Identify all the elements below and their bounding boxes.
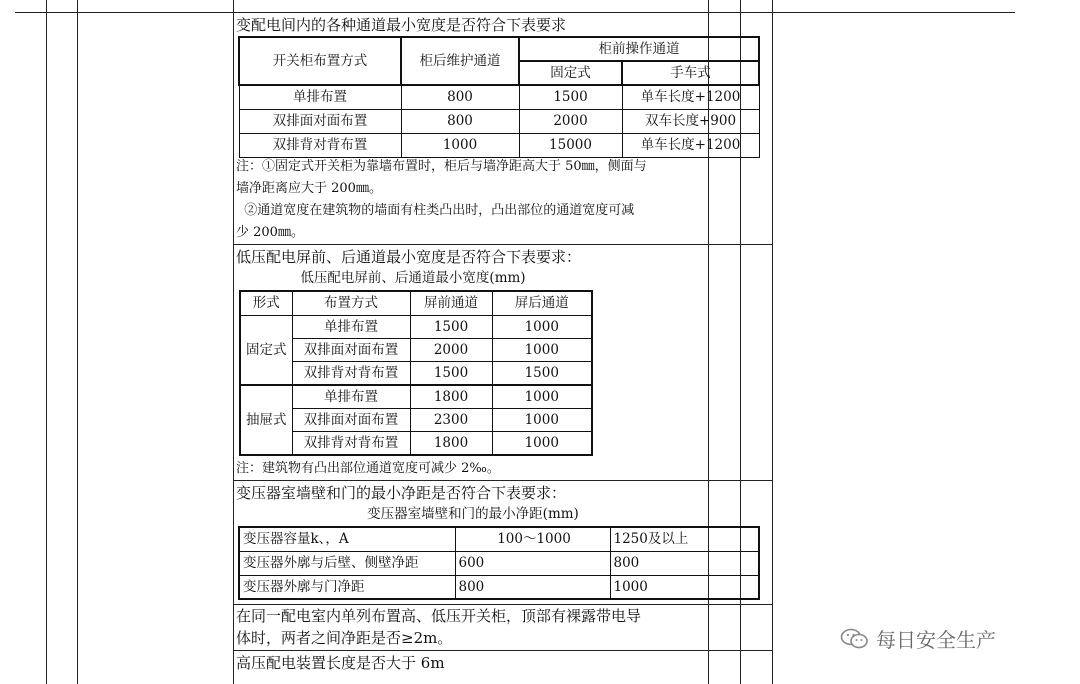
header-rear: 柜后维护通道 [401, 37, 519, 85]
fixed-row3-front: 1500 [410, 361, 492, 385]
header-form: 形式 [240, 291, 292, 315]
row3-fixed: 15000 [519, 133, 622, 157]
section5-text: 高压配电装置长度是否大于 6m [236, 654, 445, 672]
note-line-2: 墙净距离应大于 200㎜。 [236, 181, 382, 196]
section3-caption: 变压器室墙壁和门的最小净距(mm) [367, 506, 579, 522]
row-divider-1 [233, 244, 772, 245]
section4-line1: 在同一配电室内单列布置高、低压开关柜，顶部有裸露带电导 [236, 607, 642, 625]
row-divider-4 [233, 650, 772, 651]
drawer-row3-layout: 双排背对背布置 [292, 432, 410, 456]
section2-caption: 低压配电屏前、后通道最小宽度(mm) [300, 270, 526, 286]
section2-note: 注：建筑物有凸出部位通道宽度可减少 2‰。 [236, 461, 500, 476]
group-drawer: 抽屉式 [240, 385, 292, 456]
watermark [840, 624, 996, 653]
fixed-row2-rear: 1000 [492, 338, 592, 361]
section2-table [239, 290, 593, 456]
section2-question: 低压配电屏前、后通道最小宽度是否符合下表要求： [236, 248, 582, 266]
header-front: 柜前操作通道 [519, 37, 759, 61]
drawer-row2-rear: 1000 [492, 409, 592, 432]
row2-fixed: 2000 [519, 109, 622, 133]
note-line-3: ②通道宽度在建筑物的墙面有柱类凸出时，凸出部位的通道宽度可减 [236, 203, 635, 218]
row3-cart: 单车长度+1200 [622, 133, 759, 157]
row3-layout: 双排背对背布置 [239, 133, 401, 157]
header-cart: 手车式 [622, 61, 759, 85]
row2-layout: 双排面对面布置 [239, 109, 401, 133]
fixed-row2-front: 2000 [410, 338, 492, 361]
header-fixed: 固定式 [519, 61, 622, 85]
section3-table [238, 526, 760, 600]
section3-question: 变压器室墙壁和门的最小净距是否符合下表要求： [236, 484, 567, 502]
row1-layout: 单排布置 [239, 85, 401, 109]
drawer-row1-rear: 1000 [492, 385, 592, 409]
row3-rear: 1000 [401, 133, 519, 157]
fixed-row3-layout: 双排背对背布置 [292, 361, 410, 385]
drawer-row3-rear: 1000 [492, 432, 592, 456]
row2-cart: 双车长度+900 [622, 109, 759, 133]
door-c2: 1000 [610, 575, 759, 599]
section3-table-clip [238, 526, 708, 600]
note-line-4: 少 200㎜。 [236, 225, 304, 240]
section1-table-clip [238, 36, 741, 156]
fixed-row1-layout: 单排布置 [292, 315, 410, 338]
fixed-row3-rear: 1500 [492, 361, 592, 385]
col-line-1 [46, 0, 47, 684]
capacity-label: 变压器容量k、，A [239, 527, 455, 551]
header-layout: 开关柜布置方式 [239, 37, 401, 85]
door-c1: 800 [455, 575, 610, 599]
rear-wall-c2: 800 [610, 551, 759, 575]
door-label: 变压器外廓与门净距 [239, 575, 455, 599]
watermark-text: 每日安全生产 [876, 628, 996, 652]
note-line-1: 注：①固定式开关柜为靠墙布置时，柜后与墙净距高大于 50㎜，侧面与 [236, 159, 647, 174]
capacity-c2: 1250及以上 [610, 527, 759, 551]
row1-rear: 800 [401, 85, 519, 109]
section1-note [236, 156, 706, 244]
top-border [15, 12, 1015, 13]
col-line-2 [77, 0, 78, 684]
section4-line2: 体时，两者之间净距是否≥2m。 [236, 629, 453, 647]
drawer-row3-front: 1800 [410, 432, 492, 456]
rear-wall-label: 变压器外廓与后壁、侧壁净距 [239, 551, 455, 575]
section1-table [238, 36, 760, 158]
col-line-3 [233, 0, 234, 684]
section1-question: 变配电间内的各种通道最小宽度是否符合下表要求 [236, 16, 567, 34]
drawer-row1-layout: 单排布置 [292, 385, 410, 409]
row1-cart: 单车长度+1200 [622, 85, 759, 109]
fixed-row1-front: 1500 [410, 315, 492, 338]
section4-text [236, 605, 706, 649]
row2-rear: 800 [401, 109, 519, 133]
fixed-row1-rear: 1000 [492, 315, 592, 338]
drawer-row2-layout: 双排面对面布置 [292, 409, 410, 432]
group-fixed: 固定式 [240, 315, 292, 385]
drawer-row1-front: 1800 [410, 385, 492, 409]
capacity-c1: 100～1000 [455, 527, 610, 551]
rear-wall-c1: 600 [455, 551, 610, 575]
row-divider-2 [233, 480, 772, 481]
drawer-row2-front: 2300 [410, 409, 492, 432]
fixed-row2-layout: 双排面对面布置 [292, 338, 410, 361]
wechat-icon [840, 627, 870, 651]
header-layout2: 布置方式 [292, 291, 410, 315]
row1-fixed: 1500 [519, 85, 622, 109]
header-rear2: 屏后通道 [492, 291, 592, 315]
col-line-6 [772, 0, 773, 684]
header-front2: 屏前通道 [410, 291, 492, 315]
